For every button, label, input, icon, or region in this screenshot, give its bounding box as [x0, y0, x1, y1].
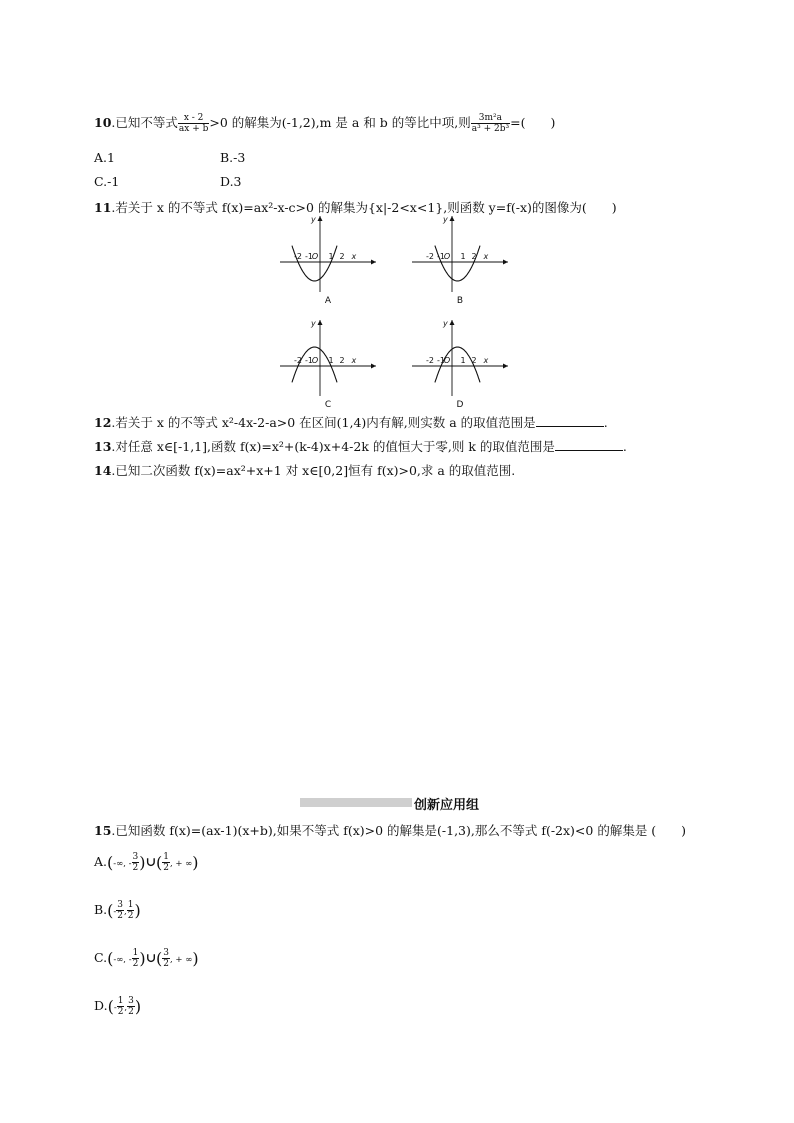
option-d: D.3 — [220, 174, 242, 189]
tick-label: 2 — [339, 356, 345, 365]
answer-blank — [555, 438, 623, 451]
tick-label: -2 — [294, 252, 302, 261]
tick-label: -1 — [437, 252, 445, 261]
question-12: 12.若关于 x 的不等式 x²-4x-2-a>0 在区间(1,4)内有解,则实数 a 的取值范围是 . — [94, 415, 608, 430]
question-number: 14 — [94, 463, 112, 478]
question-13: 13.对任意 x∈[-1,1],函数 f(x)=x²+(k-4)x+4-2k 的值恒大于零,则 k 的取值范围是 . — [94, 439, 627, 454]
x-axis-arrow — [503, 260, 508, 265]
y-axis-label: y — [443, 215, 448, 224]
tick-label: -2 — [426, 252, 434, 261]
option-a: A.1 — [94, 150, 115, 165]
graph-label: B — [456, 296, 464, 306]
tick-label: O — [443, 356, 451, 365]
graph-label: A — [324, 296, 332, 306]
option-c: C.-1 — [94, 174, 120, 189]
question-number: 12 — [94, 415, 112, 430]
question-15 — [94, 821, 686, 839]
y-axis-label: y — [443, 319, 448, 328]
option-b: B.(- $\frac{3}{2}$ , $\frac{1}{2}$ ) — [94, 900, 141, 921]
tick-label: 2 — [471, 356, 477, 365]
x-axis-arrow — [503, 364, 508, 369]
question-text: .已知二次函数 f(x)=ax²+x+1 对 x∈[0,2]恒有 f(x)>0,求 a 的取值范围. — [111, 463, 516, 478]
tick-label: 2 — [471, 252, 477, 261]
tick-label: -1 — [305, 356, 313, 365]
tick-label: O — [443, 252, 451, 261]
question-text: .对任意 x∈[-1,1],函数 f(x)=x²+(k-4)x+4-2k 的值恒大于零,则 k 的取值范围是 — [111, 439, 555, 454]
y-axis-label: y — [311, 215, 316, 224]
tick-label: x — [351, 356, 357, 365]
y-axis-arrow — [450, 216, 455, 221]
question-10 — [94, 113, 555, 134]
tick-label: 1 — [328, 356, 334, 365]
tick-label: 2 — [339, 252, 345, 261]
option-c: C.(-∞, - $\frac{1}{2}$ )∪( $\frac{3}{2}$ , + ∞) — [94, 948, 199, 969]
question-14 — [94, 461, 515, 479]
graph-a — [276, 212, 386, 307]
question-text: >0 的解集为(-1,2),m 是 a 和 b 的等比中项,则 — [209, 115, 471, 130]
tick-label: 1 — [460, 252, 466, 261]
parabola-curve — [435, 347, 480, 382]
question-text: .已知不等式 — [111, 115, 178, 130]
section-bar — [300, 798, 412, 807]
question-text: .已知函数 f(x)=(ax-1)(x+b),如果不等式 f(x)>0 的解集是(-1,3),那么不等式 f(-2x)<0 的解集是 ( ) — [111, 823, 687, 838]
tick-label: 1 — [328, 252, 334, 261]
y-axis-arrow — [318, 320, 323, 325]
tick-label: x — [483, 252, 489, 261]
graph-c — [276, 316, 386, 411]
section-title: 创新应用组 — [414, 798, 480, 813]
tick-label: 1 — [460, 356, 466, 365]
x-axis-arrow — [371, 364, 376, 369]
tick-label: -1 — [437, 356, 445, 365]
tick-label: x — [351, 252, 357, 261]
option-b: B.-3 — [220, 150, 246, 165]
x-axis-arrow — [371, 260, 376, 265]
tick-label: -2 — [294, 356, 302, 365]
fraction: $\frac{\text{3m²a}}{\text{a³ + 2b³}}$ — [471, 113, 510, 134]
question-number: 15 — [94, 823, 112, 838]
question-number: 11 — [94, 200, 112, 215]
question-number: 13 — [94, 439, 112, 454]
answer-blank — [536, 414, 604, 427]
option-a: A.(-∞, - $\frac{3}{2}$ )∪( $\frac{1}{2}$ , + ∞) — [94, 852, 199, 873]
parabola-curve — [435, 246, 480, 281]
tick-label: O — [311, 252, 319, 261]
y-axis-arrow — [318, 216, 323, 221]
tick-label: -1 — [305, 252, 313, 261]
question-text: .若关于 x 的不等式 f(x)=ax²-x-c>0 的解集为{x|-2<x<1},则函数 y=f(-x)的图像为( ) — [111, 200, 617, 215]
graph-d — [408, 316, 518, 411]
answer-parens: =( ) — [510, 115, 556, 130]
tick-label: -2 — [426, 356, 434, 365]
parabola-curve — [292, 246, 337, 281]
y-axis-label: y — [311, 319, 316, 328]
tick-label: x — [483, 356, 489, 365]
graph-b — [408, 212, 518, 307]
option-d: D.(- $\frac{1}{2}$ , $\frac{3}{2}$ ) — [94, 996, 142, 1017]
fraction: $\frac{x - 2}{ax + b}$ — [178, 113, 209, 134]
question-number: 10 — [94, 115, 112, 130]
graph-label: C — [324, 400, 332, 410]
y-axis-arrow — [450, 320, 455, 325]
tick-label: O — [311, 356, 319, 365]
graph-label: D — [456, 400, 464, 410]
question-text: .若关于 x 的不等式 x²-4x-2-a>0 在区间(1,4)内有解,则实数 a 的取值范围是 — [111, 415, 536, 430]
